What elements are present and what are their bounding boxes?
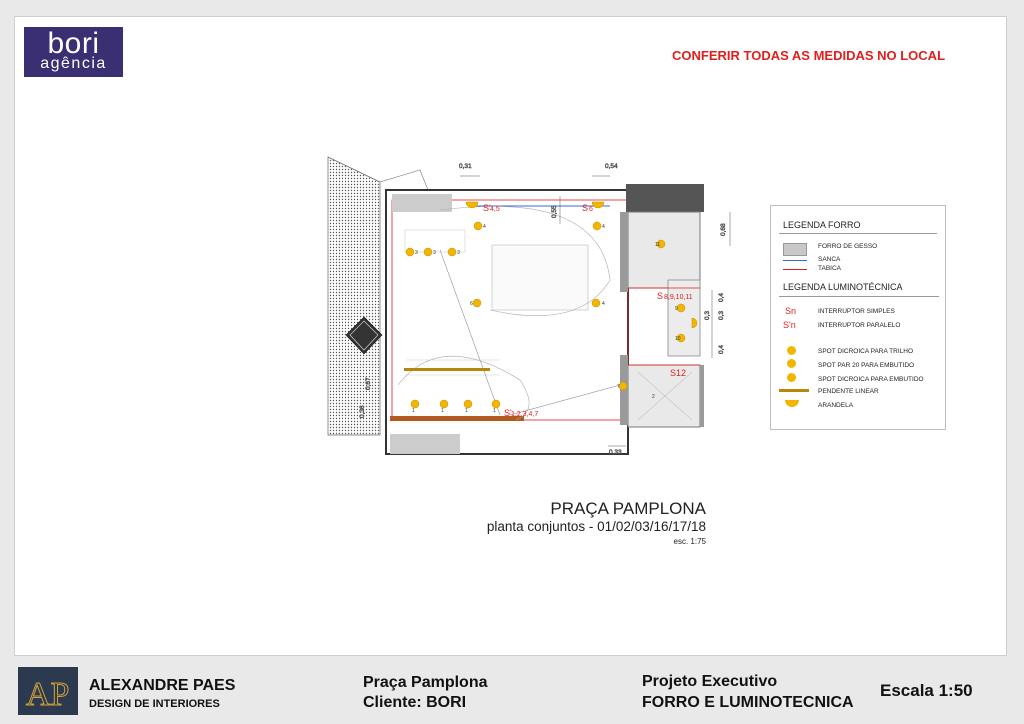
- project-name: Praça Pamplona: [363, 674, 488, 691]
- svg-text:0,3: 0,3: [704, 310, 711, 320]
- svg-text:10: 10: [675, 336, 681, 342]
- svg-text:3: 3: [415, 250, 418, 256]
- svg-text:11: 11: [655, 242, 661, 248]
- bori-logo: [24, 27, 123, 77]
- sanca-line: [783, 260, 807, 261]
- logo-line2: agência: [40, 55, 107, 72]
- legend-row-pendente: PENDENTE LINEAR: [771, 388, 947, 398]
- svg-text:0,33: 0,33: [609, 449, 622, 456]
- svg-text:6: 6: [470, 301, 473, 307]
- svg-text:S12: S12: [670, 368, 687, 378]
- sheet-name: FORRO E LUMINOTECNICA: [642, 694, 854, 711]
- svg-text:4: 4: [602, 224, 605, 230]
- svg-text:3: 3: [457, 250, 460, 256]
- linear-pendant: [404, 368, 490, 371]
- svg-text:S': S': [504, 408, 512, 418]
- svg-text:0,3: 0,3: [718, 310, 725, 320]
- svg-text:0,4: 0,4: [718, 292, 725, 302]
- legend-row-gesso: FORRO DE GESSO: [771, 243, 947, 253]
- legend-lumi-title: LEGENDA LUMINOTÉCNICA: [783, 282, 903, 292]
- company-subtitle: DESIGN DE INTERIORES: [89, 698, 220, 710]
- svg-text:1: 1: [441, 408, 444, 414]
- svg-text:4: 4: [483, 224, 486, 230]
- svg-text:0,55: 0,55: [551, 205, 558, 218]
- drawing-scale: esc. 1:75: [673, 537, 706, 546]
- svg-text:S: S: [657, 291, 664, 301]
- svg-text:1: 1: [493, 408, 496, 414]
- project-phase: Projeto Executivo: [642, 673, 778, 690]
- legend-row-sanca: SANCA: [771, 256, 947, 266]
- svg-text:6: 6: [589, 206, 593, 213]
- svg-text:0,4: 0,4: [718, 344, 725, 354]
- legend-row-par20: SPOT PAR 20 PARA EMBUTIDO: [771, 362, 947, 372]
- svg-text:0,67: 0,67: [365, 377, 372, 390]
- svg-text:0,68: 0,68: [720, 223, 727, 236]
- drawing-title: PRAÇA PAMPLONA: [550, 499, 706, 518]
- title-block: [14, 663, 1007, 718]
- arandela-symbol: [785, 400, 799, 407]
- ap-logo: [18, 667, 78, 715]
- svg-text:4: 4: [602, 301, 605, 307]
- svg-text:0,31: 0,31: [459, 163, 472, 170]
- legend-row-simples: Sn INTERRUPTOR SIMPLES: [785, 306, 895, 316]
- svg-text:0,54: 0,54: [605, 163, 618, 170]
- column-block: [626, 184, 704, 212]
- svg-text:2: 2: [652, 394, 655, 400]
- floor-plan: [320, 150, 727, 470]
- pendente-symbol: [779, 389, 809, 392]
- svg-text:9: 9: [675, 306, 678, 312]
- tabica-line: [783, 269, 807, 270]
- svg-text:1,2,3,4,7: 1,2,3,4,7: [511, 411, 539, 418]
- legend-row-arandela: ARANDELA: [771, 402, 947, 412]
- svg-text:0,36: 0,36: [359, 405, 366, 418]
- gesso-swatch: [783, 243, 807, 256]
- legend-row-dicroica-trilho: SPOT DICROICA PARA TRILHO: [771, 348, 947, 358]
- legend-row-paralelo: S'n INTERRUPTOR PARALELO: [783, 320, 901, 330]
- sheet-scale: Escala 1:50: [880, 681, 973, 700]
- hatched-area: [328, 157, 380, 435]
- svg-text:4,5: 4,5: [490, 206, 500, 213]
- legend-row-dicroica-embutido: SPOT DICROICA PARA EMBUTIDO: [771, 376, 947, 386]
- legend-row-tabica: TABICA: [771, 265, 947, 275]
- drawing-subtitle: planta conjuntos - 01/02/03/16/17/18: [486, 519, 706, 534]
- legend-panel: [770, 205, 946, 430]
- logo-line1: bori: [47, 27, 100, 60]
- svg-text:S': S': [483, 203, 491, 213]
- company-name: ALEXANDRE PAES: [89, 677, 236, 694]
- svg-text:7: 7: [617, 384, 620, 390]
- svg-text:S: S: [582, 203, 589, 213]
- spot-trilho-symbol: [787, 346, 796, 355]
- spot-par20-symbol: [787, 359, 796, 368]
- ap-letters: AP: [26, 676, 70, 713]
- svg-text:1: 1: [412, 408, 415, 414]
- svg-text:3: 3: [433, 250, 436, 256]
- client-name: Cliente: BORI: [363, 694, 467, 711]
- svg-text:8,9,10,11: 8,9,10,11: [664, 294, 693, 301]
- measure-warning: CONFERIR TODAS AS MEDIDAS NO LOCAL: [672, 48, 946, 63]
- svg-text:1: 1: [465, 408, 468, 414]
- legend-forro-title: LEGENDA FORRO: [783, 220, 861, 230]
- spot-embutido-symbol: [787, 373, 796, 382]
